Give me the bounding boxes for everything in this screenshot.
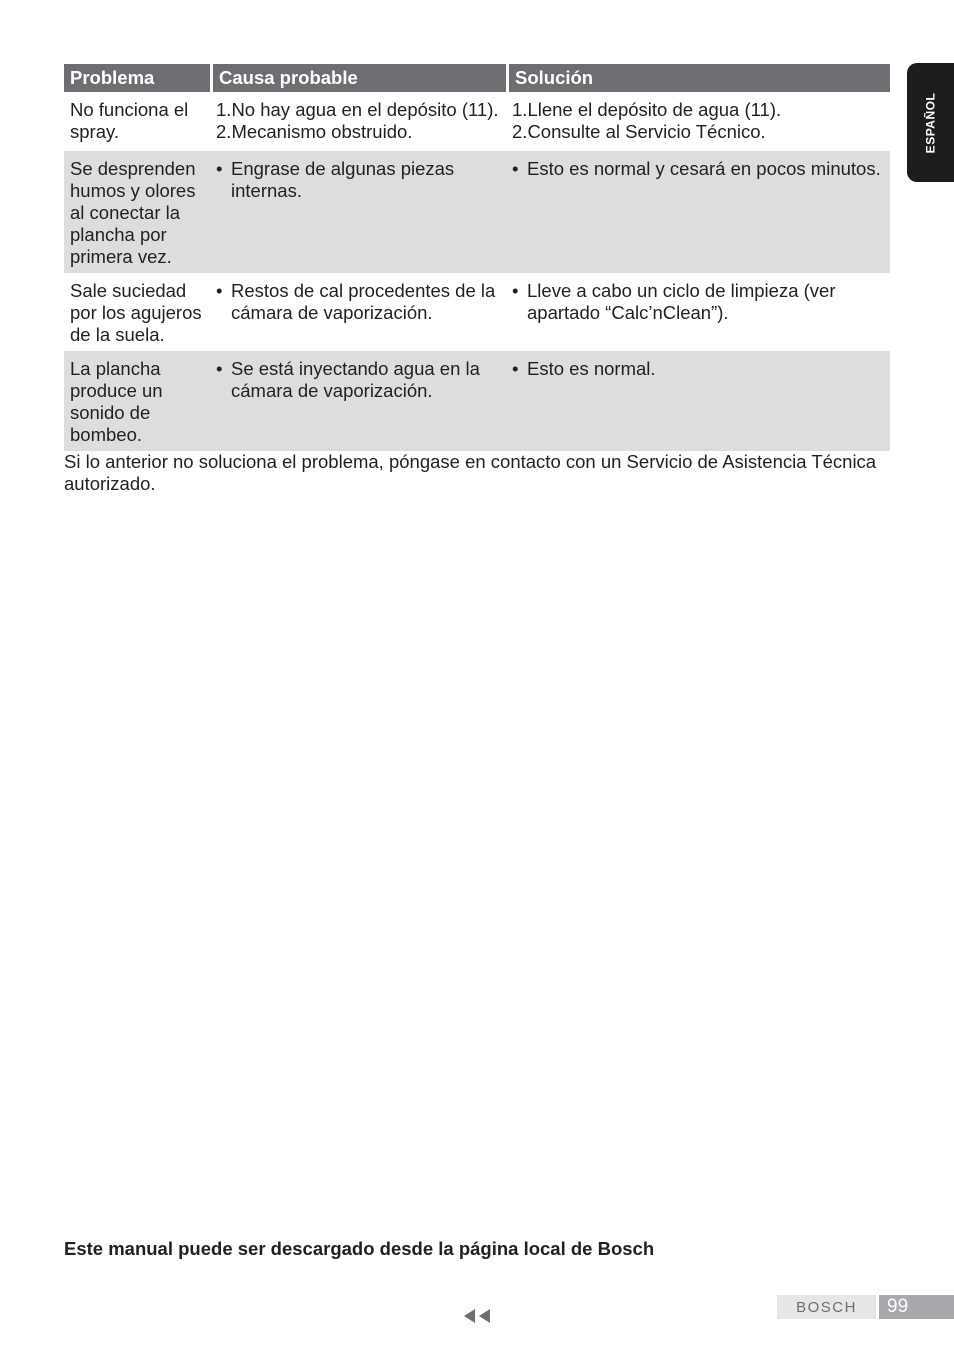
list-item (216, 280, 502, 324)
list-text: Engrase de algunas piezas internas. (231, 158, 455, 201)
language-tab (907, 63, 954, 182)
list-text: No hay agua en el depósito (11). (231, 99, 499, 120)
list-marker: 1. (216, 99, 232, 120)
table-row (64, 351, 890, 451)
brand-label: BOSCH (777, 1295, 876, 1319)
table-row (64, 151, 890, 273)
table-header-row (64, 64, 890, 92)
cause-cell (210, 351, 506, 451)
list-marker: 1. (512, 99, 528, 120)
list-marker: 2. (216, 121, 232, 142)
left-arrow-icon (464, 1309, 475, 1323)
header-solution: Solución (506, 64, 890, 92)
left-arrow-icon (479, 1309, 490, 1323)
list-item (512, 158, 886, 180)
troubleshooting-table (64, 64, 890, 451)
list-text: Se está inyectando agua en la cámara de vaporización. (231, 358, 480, 401)
list-item (512, 280, 886, 324)
list-text: Esto es normal y cesará en pocos minutos. (527, 158, 881, 179)
cause-cell (210, 273, 506, 351)
solution-cell (506, 351, 890, 451)
list-item (216, 158, 502, 202)
problem-cell: Se desprenden humos y olores al conectar la plancha por primera vez. (64, 151, 210, 273)
list-item (216, 99, 502, 121)
list-text: Esto es normal. (527, 358, 656, 379)
list-item (216, 121, 502, 143)
list-item (512, 358, 886, 380)
problem-cell: No funciona el spray. (70, 99, 189, 142)
problem-cell: Sale suciedad por los agujeros de la suela. (70, 280, 202, 345)
list-text: Lleve a cabo un ciclo de limpieza (ver apartado “Calc’nClean”). (527, 280, 836, 323)
list-item (512, 121, 886, 143)
bullet-icon: • (216, 358, 223, 379)
list-text: Llene el depósito de agua (11). (527, 99, 782, 120)
problem-cell: La plancha produce un sonido de bombeo. (64, 351, 210, 451)
support-note: Si lo anterior no soluciona el problema, póngase en contacto con un Servicio de Asistencia Técnica autorizado. (64, 451, 877, 494)
bullet-icon: • (512, 280, 519, 301)
list-text: Mecanismo obstruido. (231, 121, 413, 142)
cause-cell (210, 92, 506, 151)
double-left-arrow-icon[interactable] (463, 1308, 491, 1324)
list-marker: 2. (512, 121, 528, 142)
language-tab-label: ESPAÑOL (923, 92, 938, 153)
table-row (64, 273, 890, 351)
solution-cell (506, 151, 890, 273)
list-item (216, 358, 502, 402)
list-text: Consulte al Servicio Técnico. (527, 121, 766, 142)
download-notice: Este manual puede ser descargado desde la página local de Bosch (64, 1238, 655, 1259)
table-row (64, 92, 890, 151)
solution-cell (506, 273, 890, 351)
page-number: 99 (879, 1295, 954, 1319)
list-text: Restos de cal procedentes de la cámara de vaporización. (231, 280, 496, 323)
header-problem: Problema (64, 64, 210, 92)
bullet-icon: • (216, 158, 223, 179)
bullet-icon: • (512, 358, 519, 379)
bullet-icon: • (216, 280, 223, 301)
bullet-icon: • (512, 158, 519, 179)
list-item (512, 99, 886, 121)
header-cause: Causa probable (210, 64, 506, 92)
solution-cell (506, 92, 890, 151)
cause-cell (210, 151, 506, 273)
